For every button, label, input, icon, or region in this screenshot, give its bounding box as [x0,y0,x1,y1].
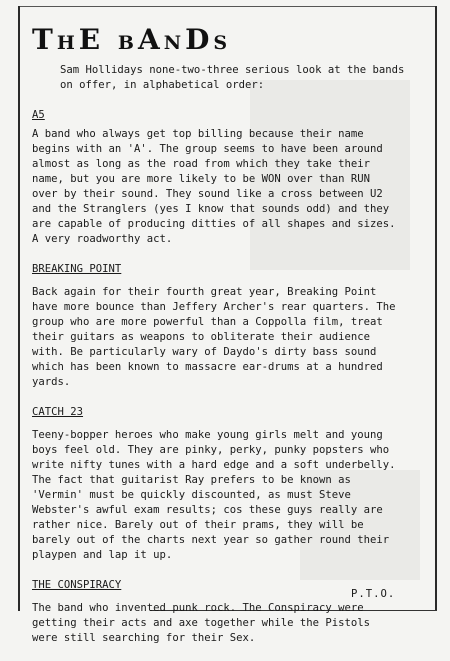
band-name: BREAKING POINT [32,263,122,275]
title-letter: H [56,32,79,54]
page-border-left [18,6,20,611]
title-letter: D [185,23,214,56]
title-letter: A [137,23,164,56]
page-border-top [18,6,437,7]
title-letter: S [213,32,232,54]
band-name: THE CONSPIRACY [32,579,122,591]
title-letter: T [32,23,57,56]
band-entry [32,108,432,247]
intro-text: Sam Hollidays none-two-three serious look at the bands on offer, in alphabetical order: [60,64,405,91]
page-turn-note: P.T.O. [351,588,396,600]
band-name: CATCH 23 [32,406,84,418]
title-letter: N [163,32,186,54]
title-letter: E [78,23,105,56]
band-description: A band who always get top billing because their name begins with an 'A'. The group seems to have been around almost as long as the road from which they take their name, but you are more likely to be WON over than RUN over by their sound. They sound like a cross between U2 and the Stranglers (yes I know that sounds odd) and they are capable of producing ditties of all shapes and sizes. A very roadworthy act. [32,128,396,245]
band-description: The band who invented punk rock. The Conspiracy were getting their acts and axe together while the Pistols were still searching for their Sex. [32,602,371,644]
band-entry [32,405,432,563]
band-description: Back again for their fourth great year, Breaking Point have more bounce than Jeffery Archer's rear quarters. The group who are more powerful than a Coppolla film, treat their guitars as weapons to obliterate their audience with. Be particularly wary of Daydo's dirty bass sound which has been known to massacre ear-drums at a hundred yards. [32,286,396,388]
page-border-right [435,6,437,611]
title-letter: B [117,32,138,54]
page-title [32,22,432,61]
band-name: A5 [32,109,45,121]
band-description: Teeny-bopper heroes who make young girls melt and young boys feel old. They are pinky, perky, punky popsters who write nifty tunes with a hard edge and a soft underbelly. The fact that guitarist Ray prefers to be known as 'Vermin' must be quickly discounted, as must Steve Webster's awful exam results; cos these guys really are rather nice. Barely out of their prams, they will be barely out of the charts next year so gather round their playpen and lap it up. [32,429,396,561]
article [32,22,432,661]
band-entry [32,262,432,390]
title-space [104,23,118,56]
